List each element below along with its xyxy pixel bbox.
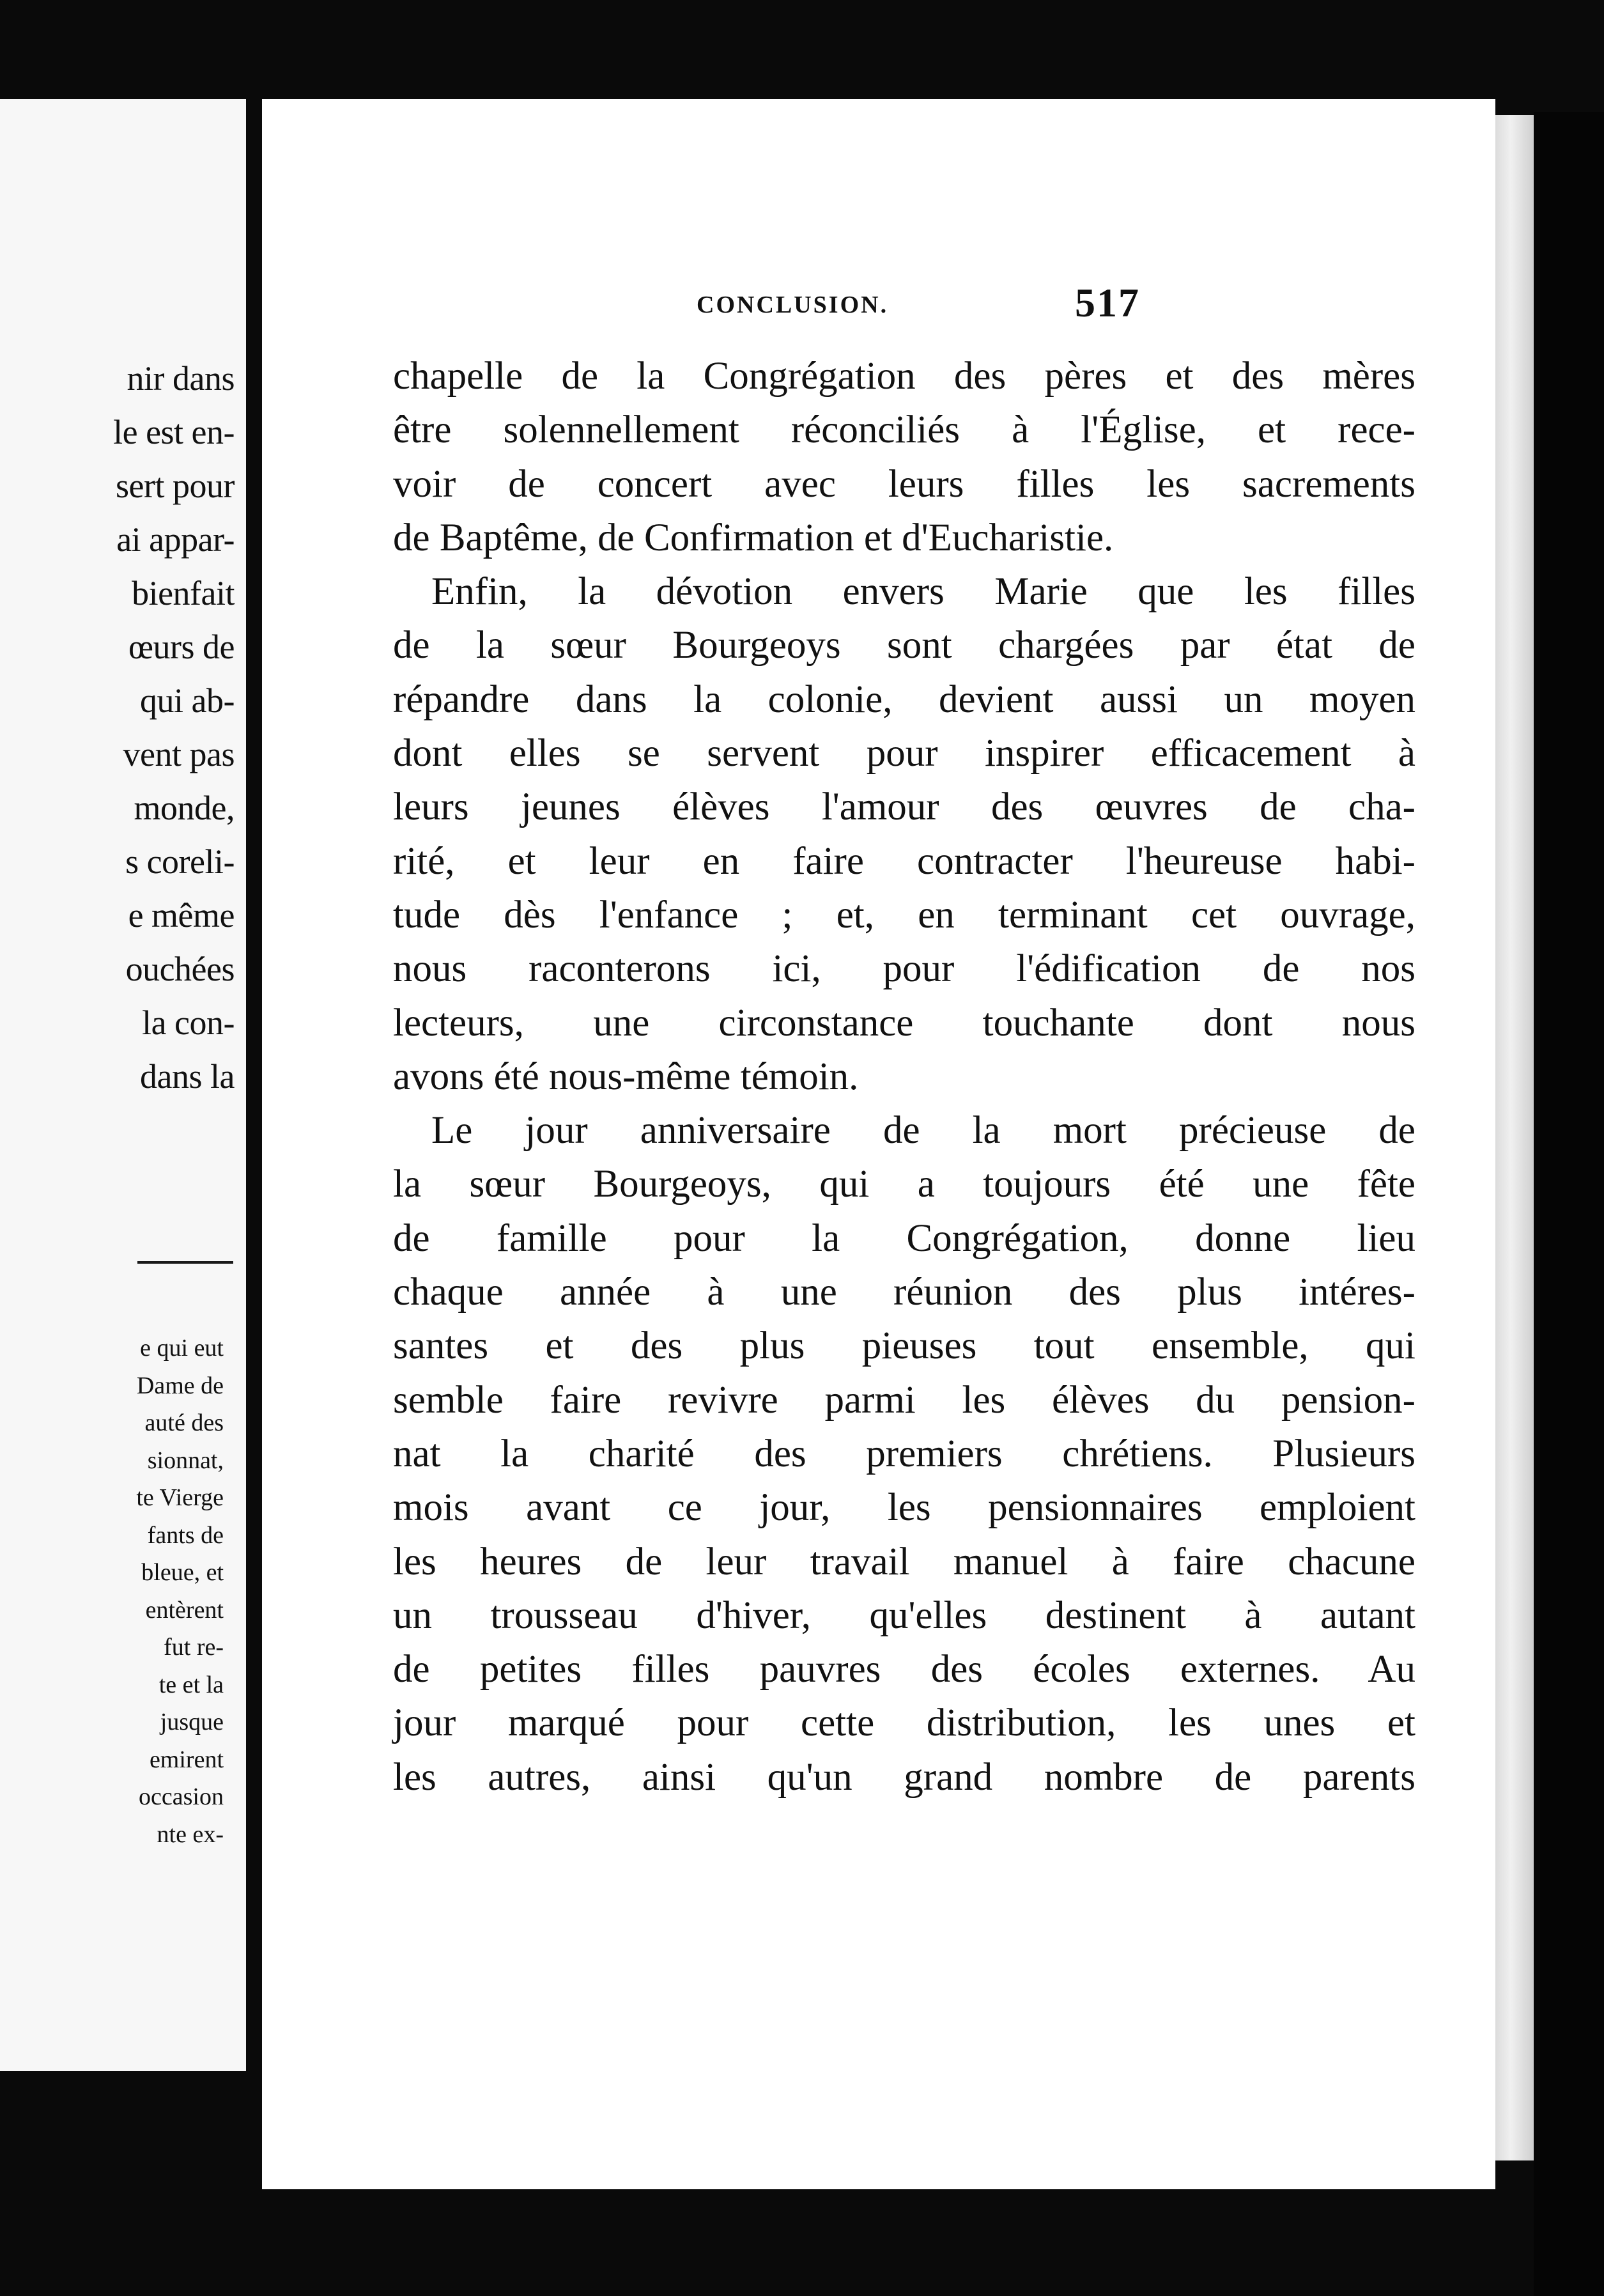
text-line: répandre dans la colonie, devient aussi un moyen [393,678,1415,721]
footnote-line: sionnat, [147,1447,224,1474]
text-line: un trousseau d'hiver, qu'elles destinent à autant [393,1594,1415,1637]
text-line: jour marqué pour cette distribution, les unes et [393,1702,1415,1745]
facing-line: ai appar- [116,520,235,559]
footnote-line: e qui eut [140,1335,224,1361]
footnote-line: fants de [147,1521,224,1549]
footnote-line: te et la [158,1671,224,1698]
text-line: chaque année à une réunion des plus intéres- [393,1271,1415,1314]
text-line: rité, et leur en faire contracter l'heureuse habi- [393,839,1415,883]
page-number: 517 [1075,280,1140,325]
text-line: de la sœur Bourgeoys sont chargées par état de [393,624,1415,667]
facing-line: ouchées [125,950,235,988]
facing-footnote [136,1330,224,1853]
running-head [262,280,1495,342]
facing-line: sert pour [116,467,235,505]
footnote-line: occasion [139,1783,224,1810]
footnote-line: te Vierge [136,1484,224,1511]
footnote-rule [137,1261,233,1264]
text-line: semble faire revivre parmi les élèves du pension- [393,1378,1415,1422]
footnote-line: nte ex- [157,1820,224,1848]
facing-line: e même [128,896,235,935]
facing-line: s coreli- [125,842,235,881]
footnote-line: auté des [144,1409,224,1436]
text-line: leurs jeunes élèves l'amour des œuvres de cha- [393,786,1415,829]
facing-line: qui ab- [140,681,235,720]
footnote-line: bleue, et [141,1559,224,1586]
facing-page-fragment [0,99,246,2071]
text-line: être solennellement réconciliés à l'Église, et rece- [393,408,1415,452]
running-title: CONCLUSION. [697,291,889,318]
text-line: avons été nous-même témoin. [393,1055,859,1098]
text-line: santes et des plus pieuses tout ensemble, qui [393,1324,1415,1368]
facing-line: œurs de [128,628,235,666]
footnote-line: emirent [149,1746,224,1773]
text-line: de Baptême, de Confirmation et d'Eucharistie. [393,516,1114,559]
footnote-line: jusque [160,1709,224,1735]
facing-line: dans la [140,1057,235,1096]
facing-line: nir dans [127,359,235,398]
text-line: chapelle de la Congrégation des pères et des mères [393,355,1415,398]
text-line: les heures de leur travail manuel à faire chacune [393,1540,1415,1583]
text-line: de famille pour la Congrégation, donne lieu [393,1216,1415,1260]
text-line: dont elles se servent pour inspirer efficacement à [393,732,1415,775]
text-line: tude dès l'enfance ; et, en terminant cet ouvrage, [393,893,1415,936]
footnote-line: entèrent [145,1596,224,1624]
facing-line: bienfait [132,574,235,612]
text-line: de petites filles pauvres des écoles externes. Au [393,1648,1415,1691]
facing-line: le est en- [113,413,235,451]
page-block-edge [1495,115,1534,2160]
text-line: lecteurs, une circonstance touchante dont nous [393,1001,1415,1044]
book-page [262,99,1495,2189]
text-line: les autres, ainsi qu'un grand nombre de parents [393,1755,1415,1799]
facing-line: la con- [142,1004,235,1042]
facing-line: monde, [134,789,235,827]
footnote-line: Dame de [136,1372,224,1399]
footnote-line: fut re- [164,1634,224,1661]
text-line: nat la charité des premiers chrétiens. Plusieurs [393,1432,1415,1475]
scan-border [1534,112,1604,2296]
text-line: Enfin, la dévotion envers Marie que les filles [431,570,1415,614]
text-line: nous raconterons ici, pour l'édification de nos [393,947,1415,991]
facing-page-text [113,352,235,1103]
text-line: Le jour anniversaire de la mort précieuse de [431,1109,1415,1152]
text-line: mois avant ce jour, les pensionnaires emploient [393,1486,1415,1530]
facing-line: vent pas [123,735,235,773]
page-body [393,350,1415,1804]
text-line: voir de concert avec leurs filles les sacrements [393,462,1415,506]
text-line: la sœur Bourgeoys, qui a toujours été une fête [393,1163,1415,1206]
